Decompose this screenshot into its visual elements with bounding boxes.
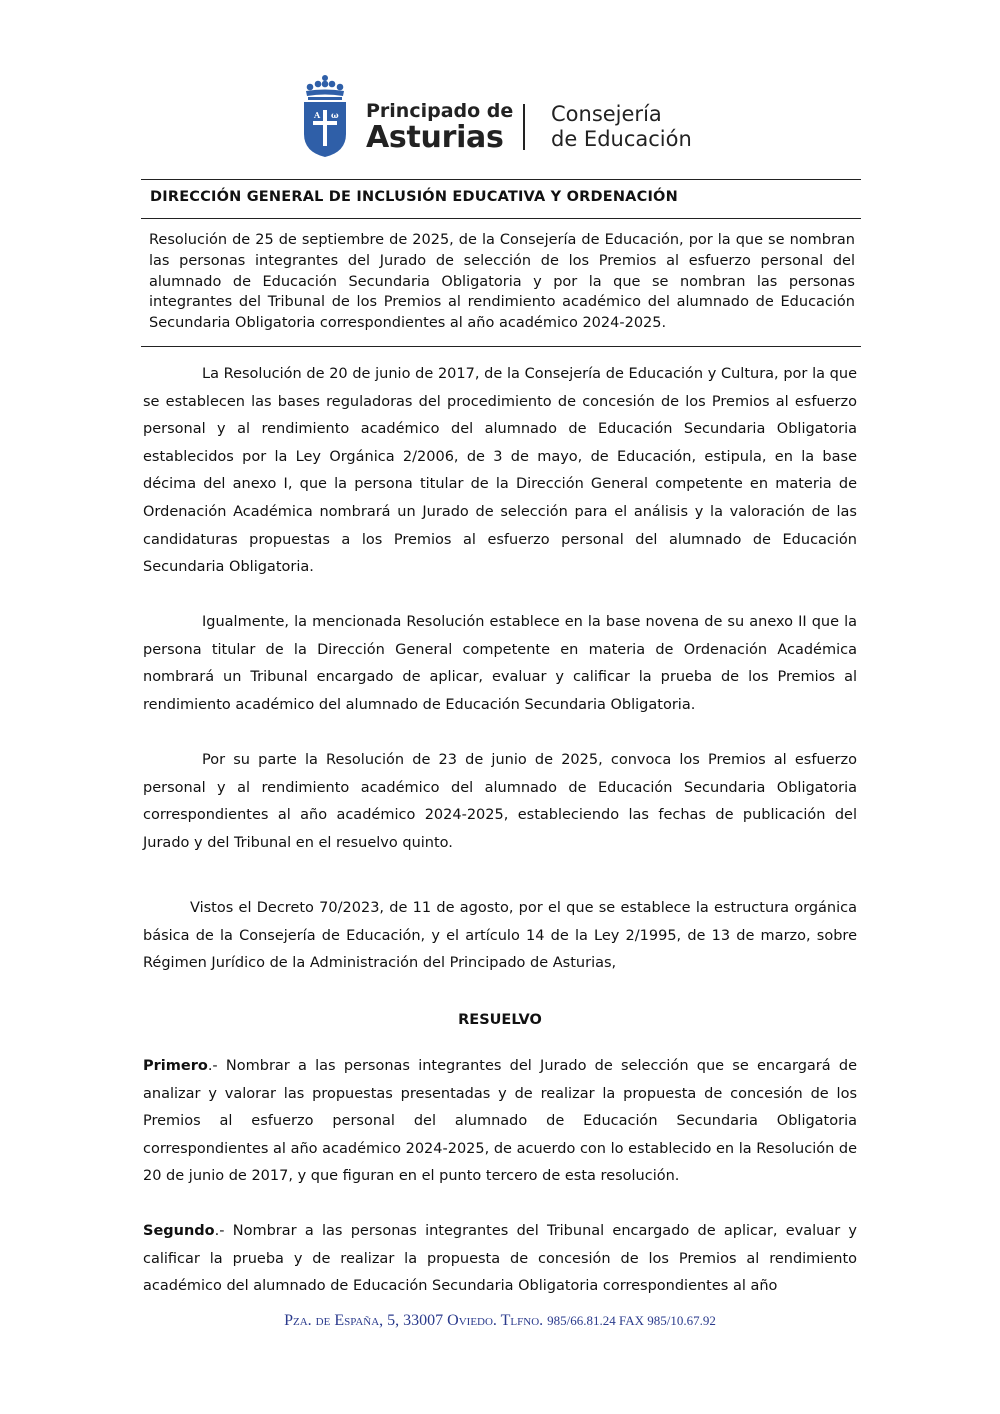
svg-text:ω: ω [331,110,339,120]
resolution-second [143,1218,857,1301]
resolution-first-text: .- Nombrar a las personas integrantes del Jurado de selección que se encargará de analizar y valorar las propuestas presentadas y de realizar la propuesta de concesión de los Premios al esfuerzo personal del alumnado de Educación Secundaria Obligatoria correspondientes al año académico 2024-2025, de acuerdo con lo establecido en la Resolución de 20 de junio de 2017, y que figuran en el punto tercero de esta resolución. [143,1058,858,1185]
svg-text:A: A [314,110,321,120]
divider-middle [141,218,861,219]
paragraph-2: Igualmente, la mencionada Resolución establece en la base novena de su anexo II que la persona titular de la Dirección General competente en materia de Ordenación Académica nombrará un Tribunal encargado de aplicar, evaluar y calificar la prueba de los Premios al rendimiento académico del alumnado de Educación Secundaria Obligatoria. [143,614,857,713]
department-name [551,102,692,152]
department-line2: de Educación [551,127,692,151]
brand-name [366,100,513,154]
resolution-first [143,1053,857,1191]
resolution-second-text: .- Nombrar a las personas integrantes del Tribunal encargado de aplicar, evaluar y calificar la prueba y de realizar la propuesta de concesión de los Premios al rendimiento académico del alumnado de Educación Secundaria Obligatoria correspondientes al año [143,1223,857,1295]
brand-divider [523,104,525,150]
directorate-heading: DIRECCIÓN GENERAL DE INCLUSIÓN EDUCATIVA Y ORDENACIÓN [150,189,678,205]
footer-address [0,1312,1000,1330]
resuelvo-heading: RESUELVO [458,1012,542,1028]
paragraph-3: Por su parte la Resolución de 23 de junio de 2025, convoca los Premios al esfuerzo personal y al rendimiento académico del alumnado de Educación Secundaria Obligatoria correspondientes al año académico 2024-2025, estableciendo las fechas de publicación del Jurado y del Tribunal en el resuelvo quinto. [143,752,857,851]
footer-phone-fax: 985/66.81.24 FAX 985/10.67.92 [547,1313,716,1328]
department-line1: Consejería [551,102,662,126]
letterhead [300,74,720,164]
divider-bottom [141,346,861,347]
resolution-summary: Resolución de 25 de septiembre de 2025, de la Consejería de Educación, por la que se nombran las personas integrantes del Jurado de selección de los Premios al esfuerzo personal del alumnado de Educación Secundaria Obligatoria y por la que se nombran las personas integrantes del Tribunal de los Premios al rendimiento académico del alumnado de Educación Secundaria Obligatoria correspondientes al año académico 2024-2025. [149,232,855,332]
footer-city: 33007 Oviedo. Tlfno. [403,1312,548,1329]
divider-top [141,179,861,180]
resolution-second-label: Segundo [143,1223,215,1239]
brand-line1: Principado de [366,100,514,122]
paragraph-1: La Resolución de 20 de junio de 2017, de la Consejería de Educación y Cultura, por la que se establecen las bases reguladoras del procedimiento de concesión de los Premios al esfuerzo personal y al rendimiento académico del alumnado de Educación Secundaria Obligatoria establecidos por la Ley Orgánica 2/2006, de 3 de mayo, de Educación, estipula, en la base décima del anexo I, que la persona titular de la Dirección General competente en materia de Ordenación Académica nombrará un Jurado de selección para el análisis y la valoración de las candidaturas propuestas a los Premios al esfuerzo personal del alumnado de Educación Secundaria Obligatoria. [143,366,857,576]
resolution-first-label: Primero [143,1058,208,1074]
brand-line2: Asturias [366,120,504,155]
asturias-crest-logo [302,74,348,158]
footer-street: Pza. de España, 5, [284,1312,404,1329]
paragraph-4: Vistos el Decreto 70/2023, de 11 de agosto, por el que se establece la estructura orgánica básica de la Consejería de Educación, y el artículo 14 de la Ley 2/1995, de 13 de marzo, sobre Régimen Jurídico de la Administración del Principado de Asturias, [143,900,857,972]
